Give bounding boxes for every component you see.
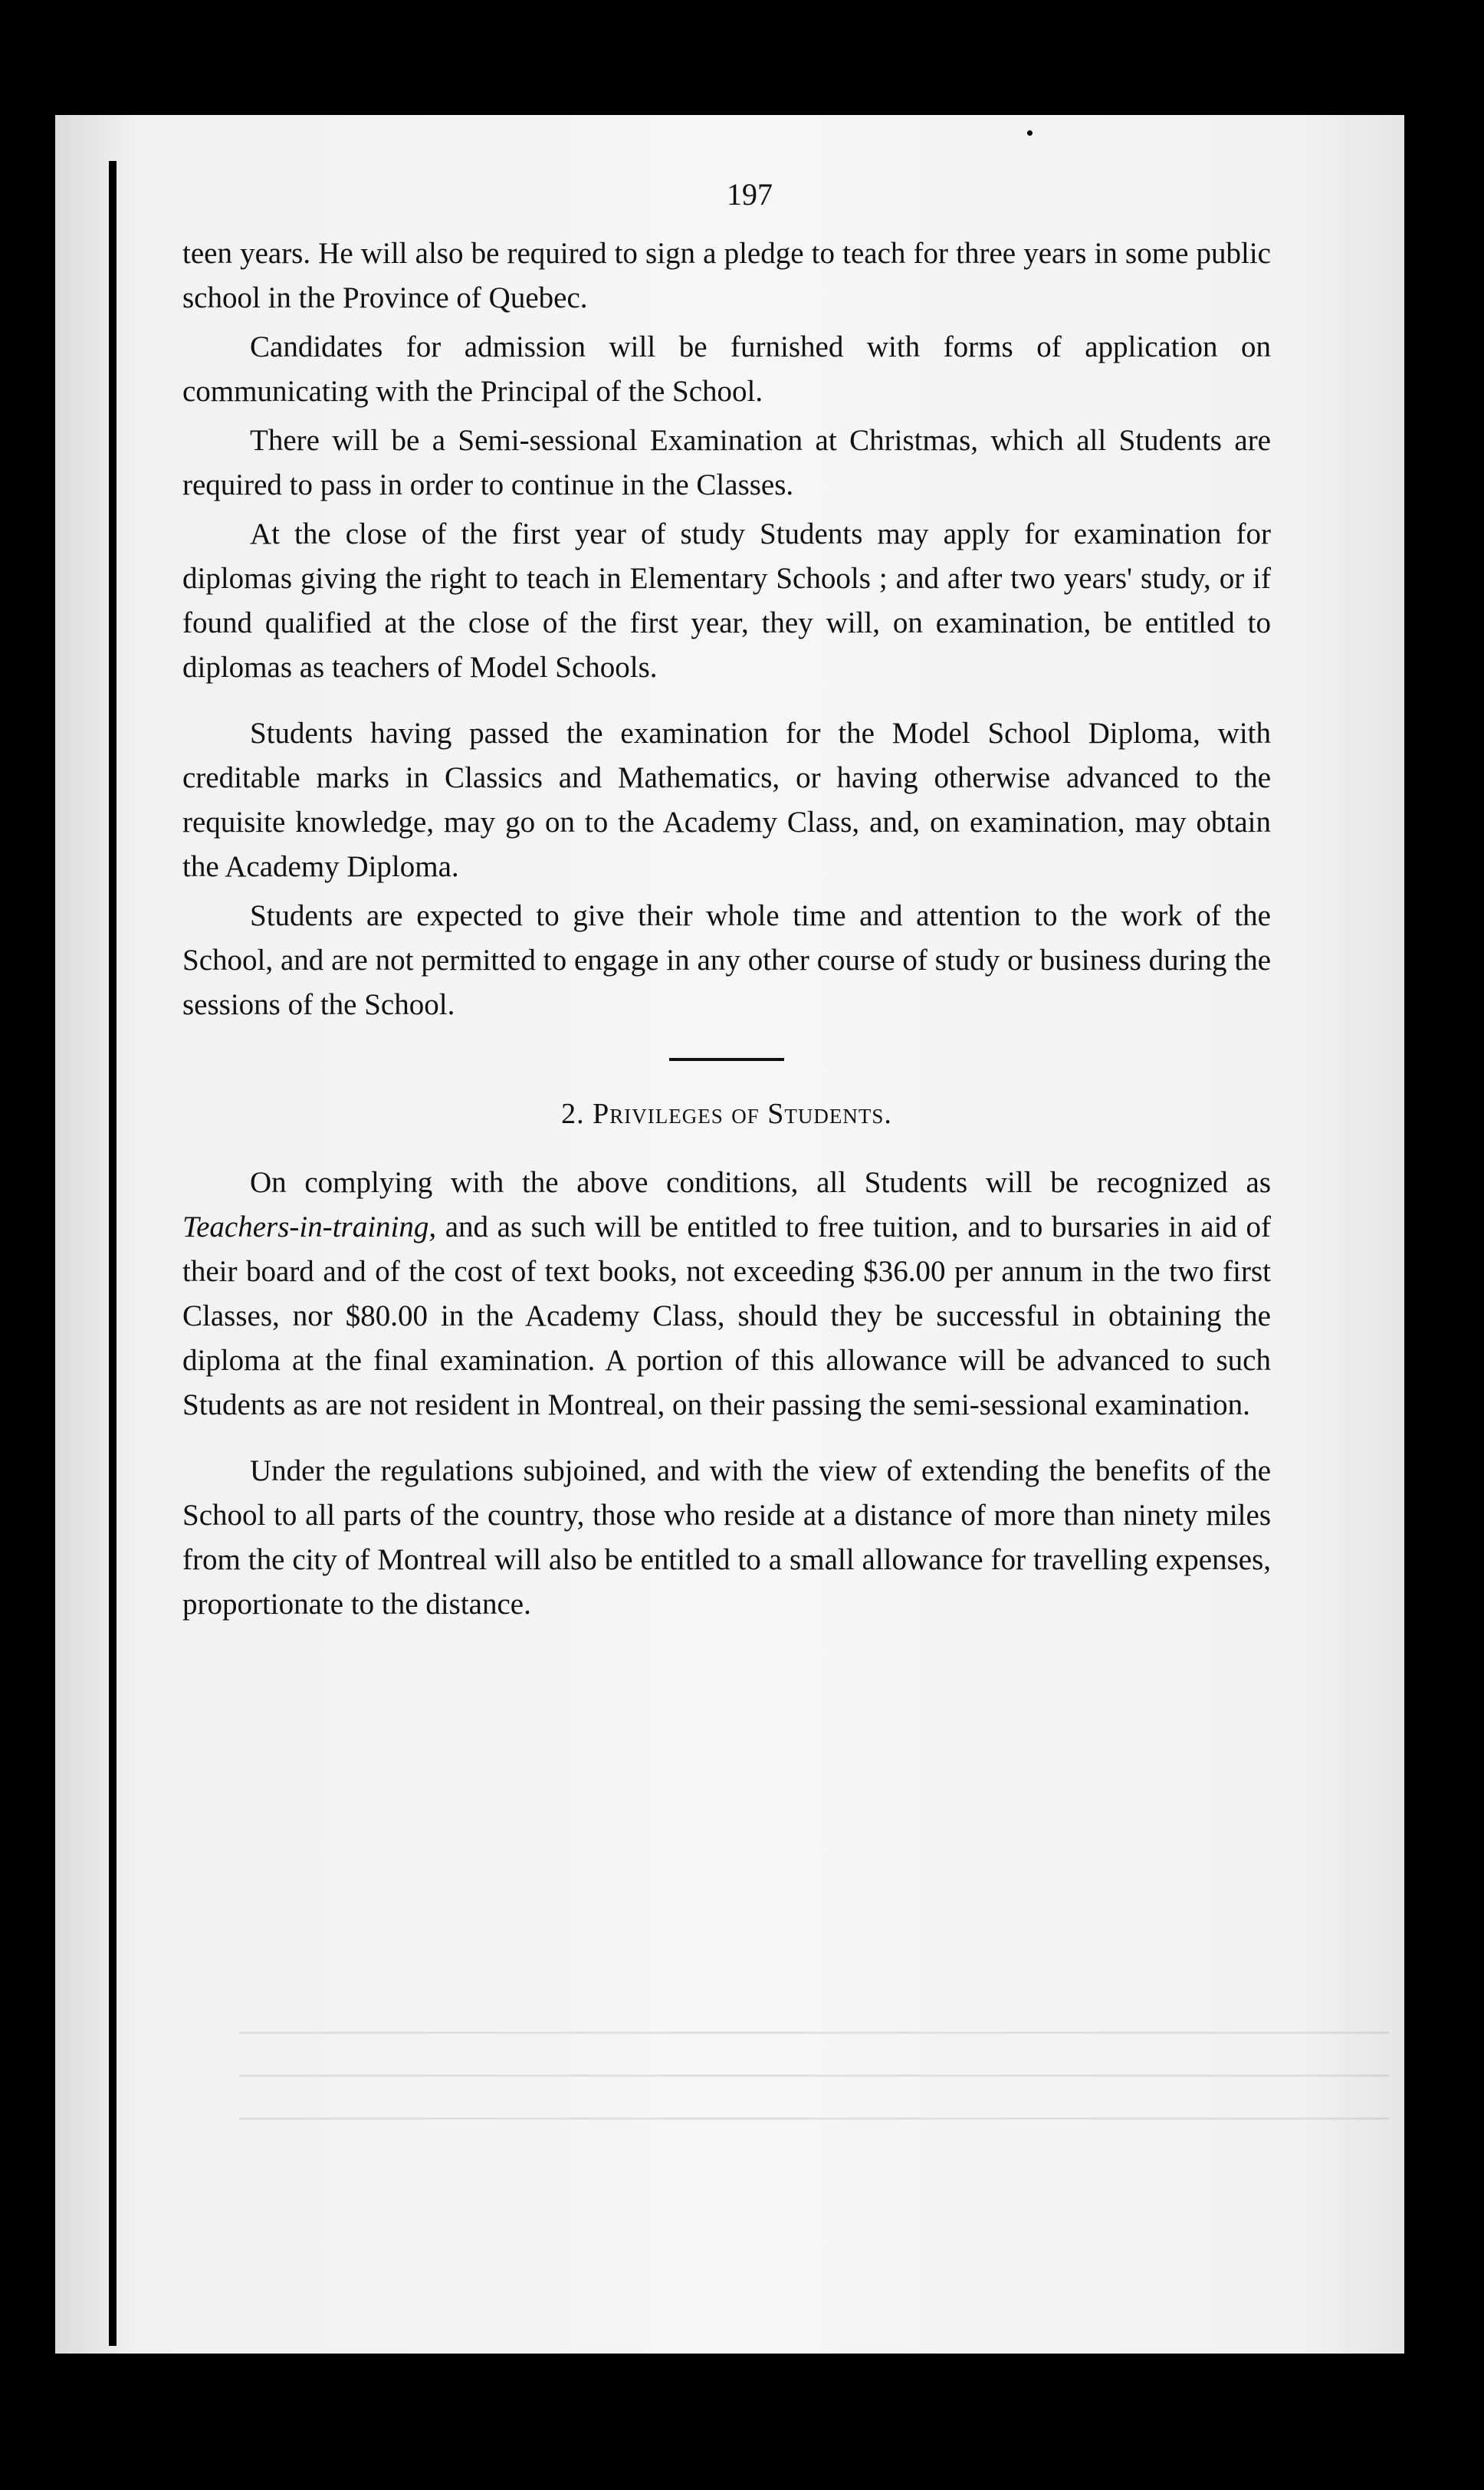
- paragraph-diplomas: At the close of the first year of study Students may apply for examination for diplomas giving the right to teach in Elementary Schools ; and after two years' study, or if found qualified at the close of the first year, they will, on examination, be entitled to diplomas as teachers of Model Schools.: [182, 517, 1271, 684]
- paragraph-semi-sessional-exam: There will be a Semi-sessional Examination at Christmas, which all Students are required to pass in order to continue in the Classes.: [182, 424, 1271, 501]
- paragraph-privileges: [182, 1161, 1271, 1427]
- privileges-text-start: On complying with the above conditions, all Students will be recognized as: [250, 1166, 1271, 1199]
- section-heading: 2. Privileges of Students.: [561, 1098, 892, 1130]
- paragraph-academy-class: Students having passed the examination for the Model School Diploma, with creditable marks in Classics and Mathematics, or having otherwise advanced to the requisite knowledge, may go on to the Academy Class, and, on examination, may obtain the Academy Diploma.: [182, 717, 1271, 883]
- page-number: 197: [727, 177, 773, 212]
- teachers-in-training-term: Teachers-in-training,: [182, 1211, 437, 1243]
- binding-edge-rule: [109, 161, 117, 2346]
- paragraph-application-forms: Candidates for admission will be furnished with forms of application on communicating with the Principal of the School.: [182, 330, 1271, 408]
- page-content: [182, 176, 1271, 1631]
- ink-speck: [1150, 84, 1156, 90]
- privileges-text-end: and as such will be entitled to free tuition, and to bursaries in aid of their board and of the cost of text books, not exceeding $36.00 per annum in the two first Classes, nor $80.00 in the Academy Class, should they be successful in obtaining the diploma at the final examination. A portion of this allowance will be advanced to such Students as are not resident in Montreal, on their passing the semi-sessional examination.: [182, 1211, 1271, 1421]
- ink-speck: [1288, 46, 1295, 54]
- paragraph-travel-allowance: Under the regulations subjoined, and with the view of extending the benefits of the School to all parts of the country, those who reside at a distance of more than ninety miles from the city of Montreal will also be entitled to a small allowance for travelling expenses, proportionate to the distance.: [182, 1454, 1271, 1621]
- show-through-texture: [239, 2032, 1389, 2154]
- ink-speck: [1027, 130, 1033, 136]
- paragraph-continuation: teen years. He will also be required to sign a pledge to teach for three years in some public school in the Province of Quebec.: [182, 237, 1271, 314]
- paragraph-whole-time: Students are expected to give their whole time and attention to the work of the School, and are not permitted to engage in any other course of study or business during the sessions of the School.: [182, 899, 1271, 1021]
- section-divider: [669, 1058, 784, 1061]
